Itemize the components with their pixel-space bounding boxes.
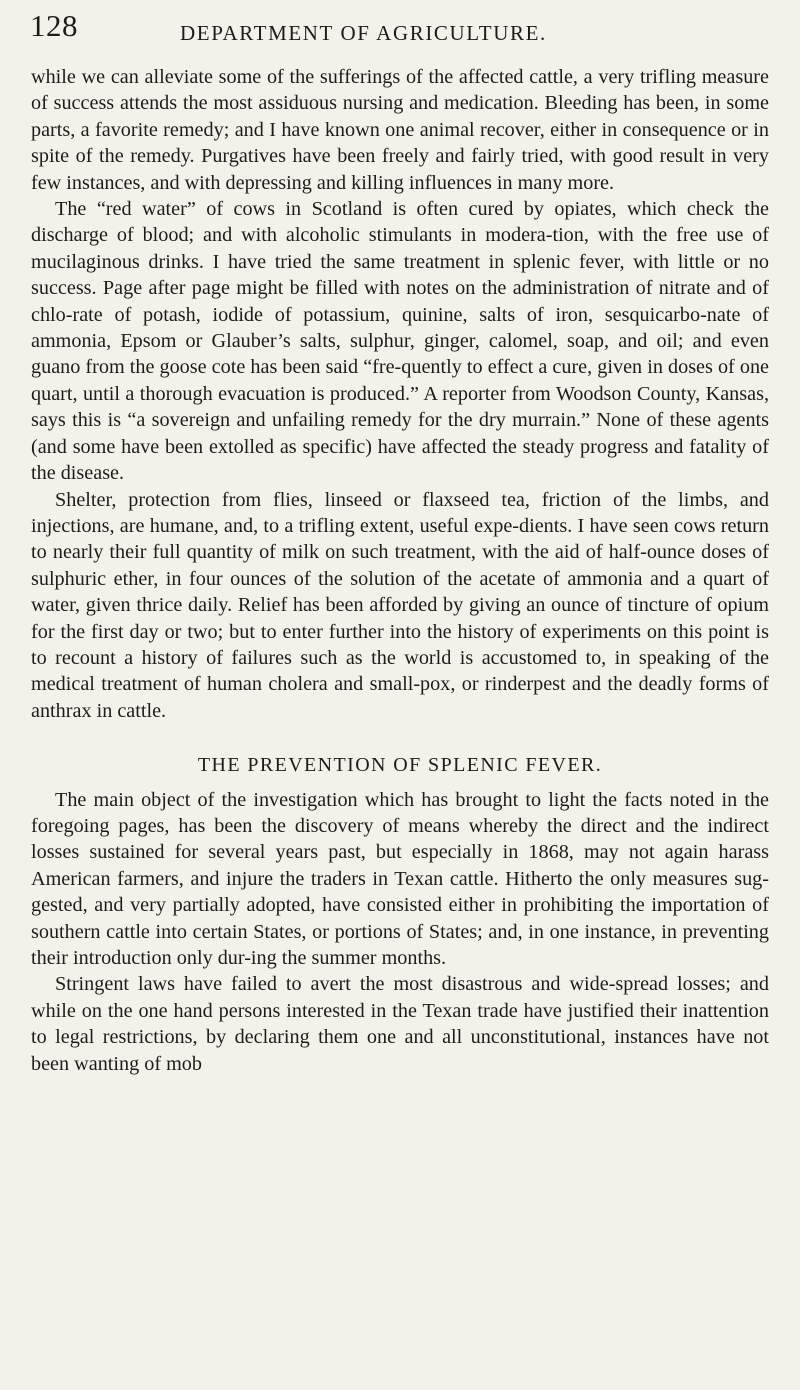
body-text: [31, 64, 769, 1077]
paragraph: Stringent laws have failed to avert the most disastrous and wide-spread losses; and while on the one hand persons interested in the Texan trade have justified their inattention to legal restrictions, by declaring them one and all unconstitutional, instances have not been wanting of mob: [31, 973, 769, 1075]
running-title: DEPARTMENT OF AGRICULTURE.: [180, 21, 547, 45]
paragraph: The “red water” of cows in Scotland is often cured by opiates, which check the discharge of blood; and with alcoholic stimulants in modera-tion, with the free use of mucilaginous drinks. I have tried the same treatment in splenic fever, with little or no success. Page after page might be filled with notes on the administration of nitrate and of chlo-rate of potash, iodide of potassium, quinine, salts of iron, sesquicarbo-nate of ammonia, Epsom or Glauber’s salts, sulphur, ginger, calomel, soap, and oil; and even guano from the goose cote has been said “fre-quently to effect a cure, given in doses of one quart, until a thorough evacuation is produced.” A reporter from Woodson County, Kansas, says this is “a sovereign and unfailing remedy for the dry murrain.” None of these agents (and some have been extolled as specific) have affected the steady progress and fatality of the disease.: [31, 198, 769, 485]
paragraph: Shelter, protection from flies, linseed or flaxseed tea, friction of the limbs, and injections, are humane, and, to a trifling extent, useful expe-dients. I have seen cows return to nearly their full quantity of milk on such treatment, with the aid of half-ounce doses of sulphuric ether, in four ounces of the solution of the acetate of ammonia and a quart of water, given thrice daily. Relief has been afforded by giving an ounce of tincture of opium for the first day or two; but to enter further into the history of experiments on this point is to recount a history of failures such as the world is accustomed to, in speaking of the medical treatment of human cholera and small-pox, or rinderpest and the deadly forms of anthrax in cattle.: [31, 488, 769, 722]
running-head: [30, 8, 770, 52]
page-number: 128: [30, 8, 78, 43]
paragraph: while we can alleviate some of the sufferings of the affected cattle, a very trifling measure of success attends the most assiduous nursing and medication. Bleeding has been, in some parts, a favorite remedy; and I have known one animal recover, either in consequence or in spite of the remedy. Purgatives have been freely and fairly tried, with good result in very few instances, and with depressing and killing influences in many more.: [31, 66, 769, 194]
section-heading: THE PREVENTION OF SPLENIC FEVER.: [197, 754, 603, 777]
paragraph: The main object of the investigation which has brought to light the facts noted in the foregoing pages, has been the discovery of means whereby the direct and the indirect losses sustained for several years past, but especially in 1868, may not again harass American farmers, and injure the traders in Texan cattle. Hitherto the only measures sug-gested, and very partially adopted, have consisted either in prohibiting the importation of southern cattle into certain States, or portions of States; and, in one instance, in preventing their introduction only dur-ing the summer months.: [31, 788, 769, 969]
